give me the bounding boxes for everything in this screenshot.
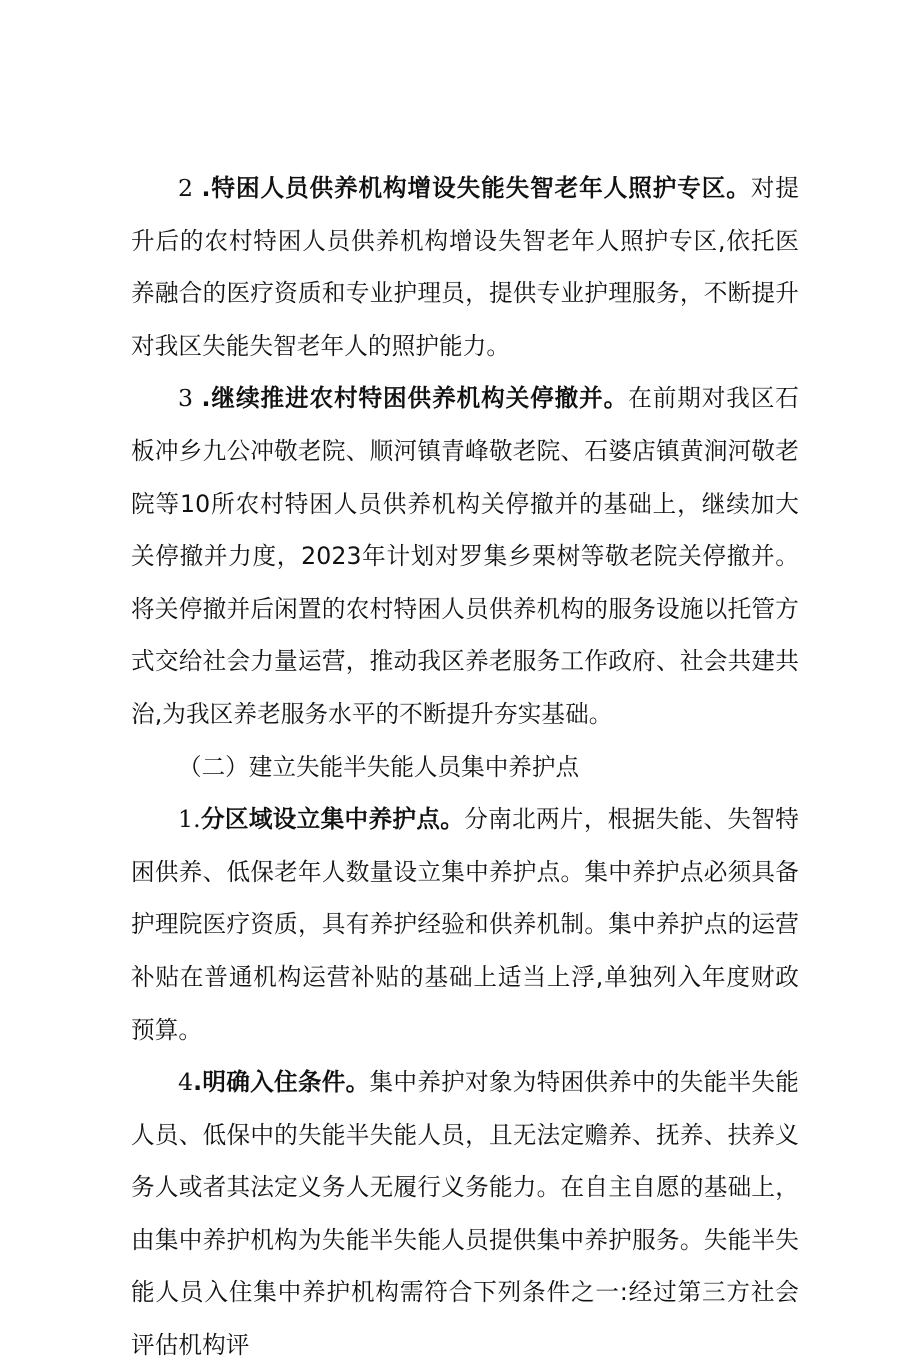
- paragraph-number: 4: [178, 1068, 194, 1097]
- paragraph-text: 集中养护对象为特困供养中的失能半失能人员、低保中的失能半失能人员，且无法定赡养、抚养、扶养义务人或者其法定义务人无履行义务能力。在自主自愿的基础上，由集中养护机构为失能半失能人员提供集中养护服务。失能半失能人员入住集中养护机构需符合下列条件之一:经过第三方社会评估机构评: [131, 1068, 799, 1360]
- paragraph-text: 对提升后的农村特困人员供养机构增设失智老年人照护专区,依托医养融合的医疗资质和专业护理员，提供专业护理服务，不断提升对我区失能失智老年人的照护能力。: [131, 174, 799, 360]
- paragraph-2: [131, 162, 799, 372]
- paragraph-text: 在前期对我区石板冲乡九公冲敬老院、顺河镇青峰敬老院、石婆店镇黄涧河敬老院等10所农村特困人员供养机构关停撤并的基础上，继续加大关停撤并力度，2023年计划对罗集乡栗树等敬老院关停撤并。将关停撤并后闲置的农村特困人员供养机构的服务设施以托管方式交给社会力量运营，推动我区养老服务工作政府、社会共建共治,为我区养老服务水平的不断提升夯实基础。: [131, 384, 799, 728]
- paragraph-number: 3: [178, 384, 194, 413]
- paragraph-1: [131, 793, 799, 1056]
- paragraph-3: [131, 372, 799, 740]
- paragraph-number: 2: [178, 174, 194, 202]
- document-body: [131, 162, 799, 1372]
- paragraph-number: 1.: [178, 805, 201, 834]
- paragraph-heading: .继续推进农村特困供养机构关停撤并。: [201, 384, 629, 413]
- paragraph-4: [131, 1056, 799, 1372]
- paragraph-heading: .明确入住条件。: [193, 1068, 370, 1097]
- paragraph-text: 分南北两片，根据失能、失智特困供养、低保老年人数量设立集中养护点。集中养护点必须具备护理院医疗资质，具有养护经验和供养机制。集中养护点的运营补贴在普通机构运营补贴的基础上适当上浮,单独列入年度财政预算。: [131, 805, 799, 1044]
- paragraph-heading: 分区域设立集中养护点。: [200, 805, 465, 834]
- paragraph-heading: .特困人员供养机构增设失能失智老年人照护专区。: [201, 174, 751, 202]
- section-heading: （二）建立失能半失能人员集中养护点: [178, 752, 580, 781]
